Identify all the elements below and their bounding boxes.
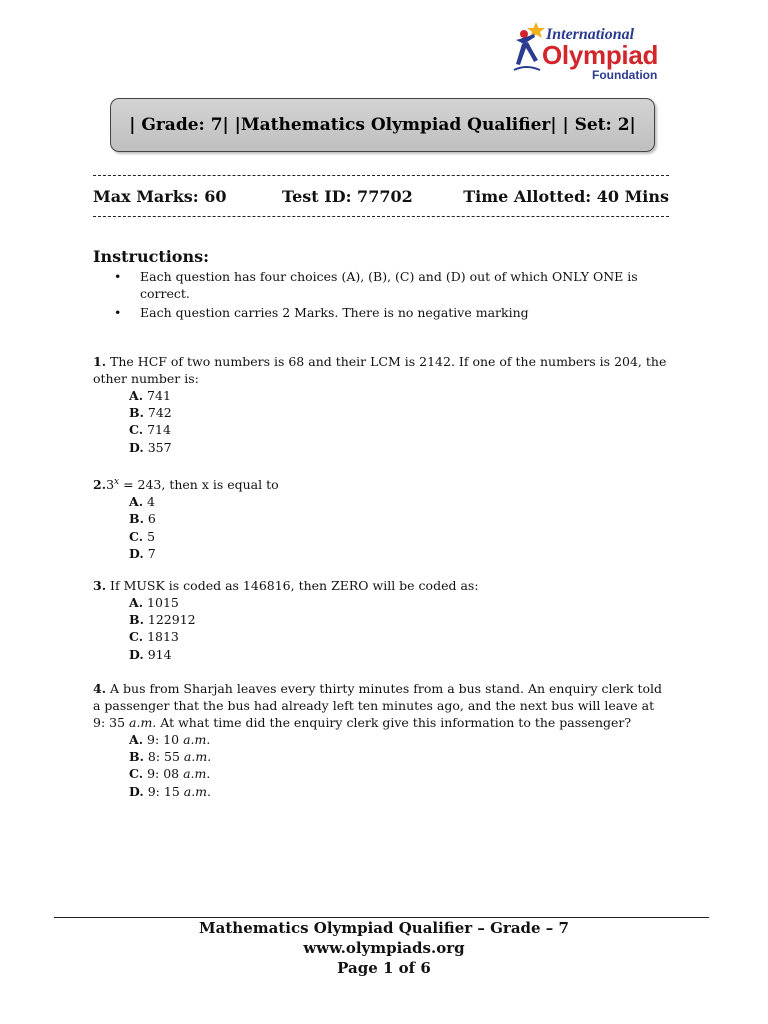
option-am: a.m. [183,749,212,765]
option-text: 742 [143,405,172,421]
options-list [93,731,668,800]
option-b [129,611,668,628]
question-3 [93,577,668,663]
option-am: a.m. [183,766,211,782]
option-label: A. [129,732,144,747]
option-label: B. [129,405,144,421]
option-text: 9: 10 [143,732,184,747]
option-text: 1015 [143,595,179,610]
option-text: 714 [143,422,171,438]
instruction-text: Each question carries 2 Marks. There is no negative marking [140,305,529,320]
option-d [129,783,668,800]
question-text: A bus from Sharjah leaves every thirty minutes from a bus stand. An enquiry clerk told a passenger that the bus had already left ten minutes ago, and the next bus will leave at 9: 35 [93,681,662,730]
exam-title-box [110,98,655,152]
question-text: The HCF of two numbers is 68 and their LCM is 2142. If one of the numbers is 204, the other number is: [93,354,667,386]
option-label: A. [129,595,144,610]
option-c [129,421,668,438]
question-exponent: x [114,477,120,487]
option-a [129,493,668,510]
option-text: 9: 08 [143,766,184,782]
option-label: B. [129,749,144,765]
instruction-item [112,304,672,321]
footer-title: Mathematics Olympiad Qualifier – Grade – 7 [199,919,569,937]
option-label: A. [129,494,144,510]
option-b [129,510,668,527]
instructions-heading: Instructions: [93,247,210,266]
option-text: 357 [143,439,172,455]
option-a [129,387,668,404]
question-1 [93,353,668,456]
olympiad-logo [510,20,670,80]
option-c [129,765,668,782]
test-id: Test ID: 77702 [282,187,413,206]
option-label: D. [129,783,144,799]
option-text: 4 [143,494,155,510]
option-text: 9: 15 [143,783,184,799]
option-label: B. [129,511,144,527]
footer-website: www.olympiads.org [303,939,465,957]
option-b [129,748,668,765]
option-c [129,528,668,545]
options-list [93,493,668,562]
option-a [129,594,668,611]
logo-text-olympiad: Olympiad [542,40,659,70]
question-stem [93,680,668,731]
question-number: 3. [93,578,107,593]
footer-page-number: Page 1 of 6 [337,959,431,977]
option-text: 7 [143,545,156,561]
divider-top [93,175,669,176]
question-text-continued: At what time did the enquiry clerk give this information to the passenger? [156,715,632,730]
instruction-item [112,268,672,302]
option-text: 8: 55 [143,749,184,765]
question-number: 1. [93,354,107,369]
question-stem [93,474,668,493]
option-label: B. [129,612,144,628]
option-d [129,545,668,562]
exam-info-row [93,187,669,209]
question-math-am: a.m. [129,715,157,730]
options-list [93,594,668,663]
question-2 [93,474,668,562]
max-marks: Max Marks: 60 [93,187,227,206]
option-am: a.m. [183,783,212,799]
question-number: 2. [93,477,107,493]
instructions-list [112,268,672,323]
option-am: a.m. [183,732,211,747]
bullet: • [114,269,122,284]
option-d [129,646,668,663]
option-a [129,731,668,748]
option-label: D. [129,439,144,455]
time-allotted: Time Allotted: 40 Mins [463,187,669,206]
exam-title: | Grade: 7| |Mathematics Olympiad Qualifier| | Set: 2| [129,115,636,135]
option-label: C. [129,766,144,782]
option-text: 5 [143,528,156,544]
instruction-text: Each question has four choices (A), (B), (C) and (D) out of which ONLY ONE is correct. [140,269,638,301]
question-text: = 243, then x is equal to [119,477,279,493]
option-text: 6 [143,511,156,527]
option-text: 122912 [143,612,196,628]
option-label: C. [129,528,144,544]
footer-divider [54,917,709,918]
question-number: 4. [93,681,107,696]
options-list [93,387,668,456]
option-label: A. [129,388,144,403]
question-4 [93,680,668,800]
bullet: • [114,305,122,320]
option-b [129,404,668,421]
logo-text-international: International [546,26,635,43]
option-label: C. [129,629,144,645]
question-text: If MUSK is coded as 146816, then ZERO will be coded as: [106,578,479,593]
option-c [129,628,668,645]
option-text: 914 [143,646,172,662]
question-stem [93,353,668,387]
divider-bottom [93,216,669,217]
question-base: 3 [106,477,115,493]
option-text: 1813 [143,629,179,645]
option-label: D. [129,545,144,561]
option-label: C. [129,422,144,438]
question-stem [93,577,668,594]
logo-text-foundation: Foundation [592,68,658,82]
option-text: 741 [143,388,171,403]
option-d [129,439,668,456]
option-label: D. [129,646,144,662]
